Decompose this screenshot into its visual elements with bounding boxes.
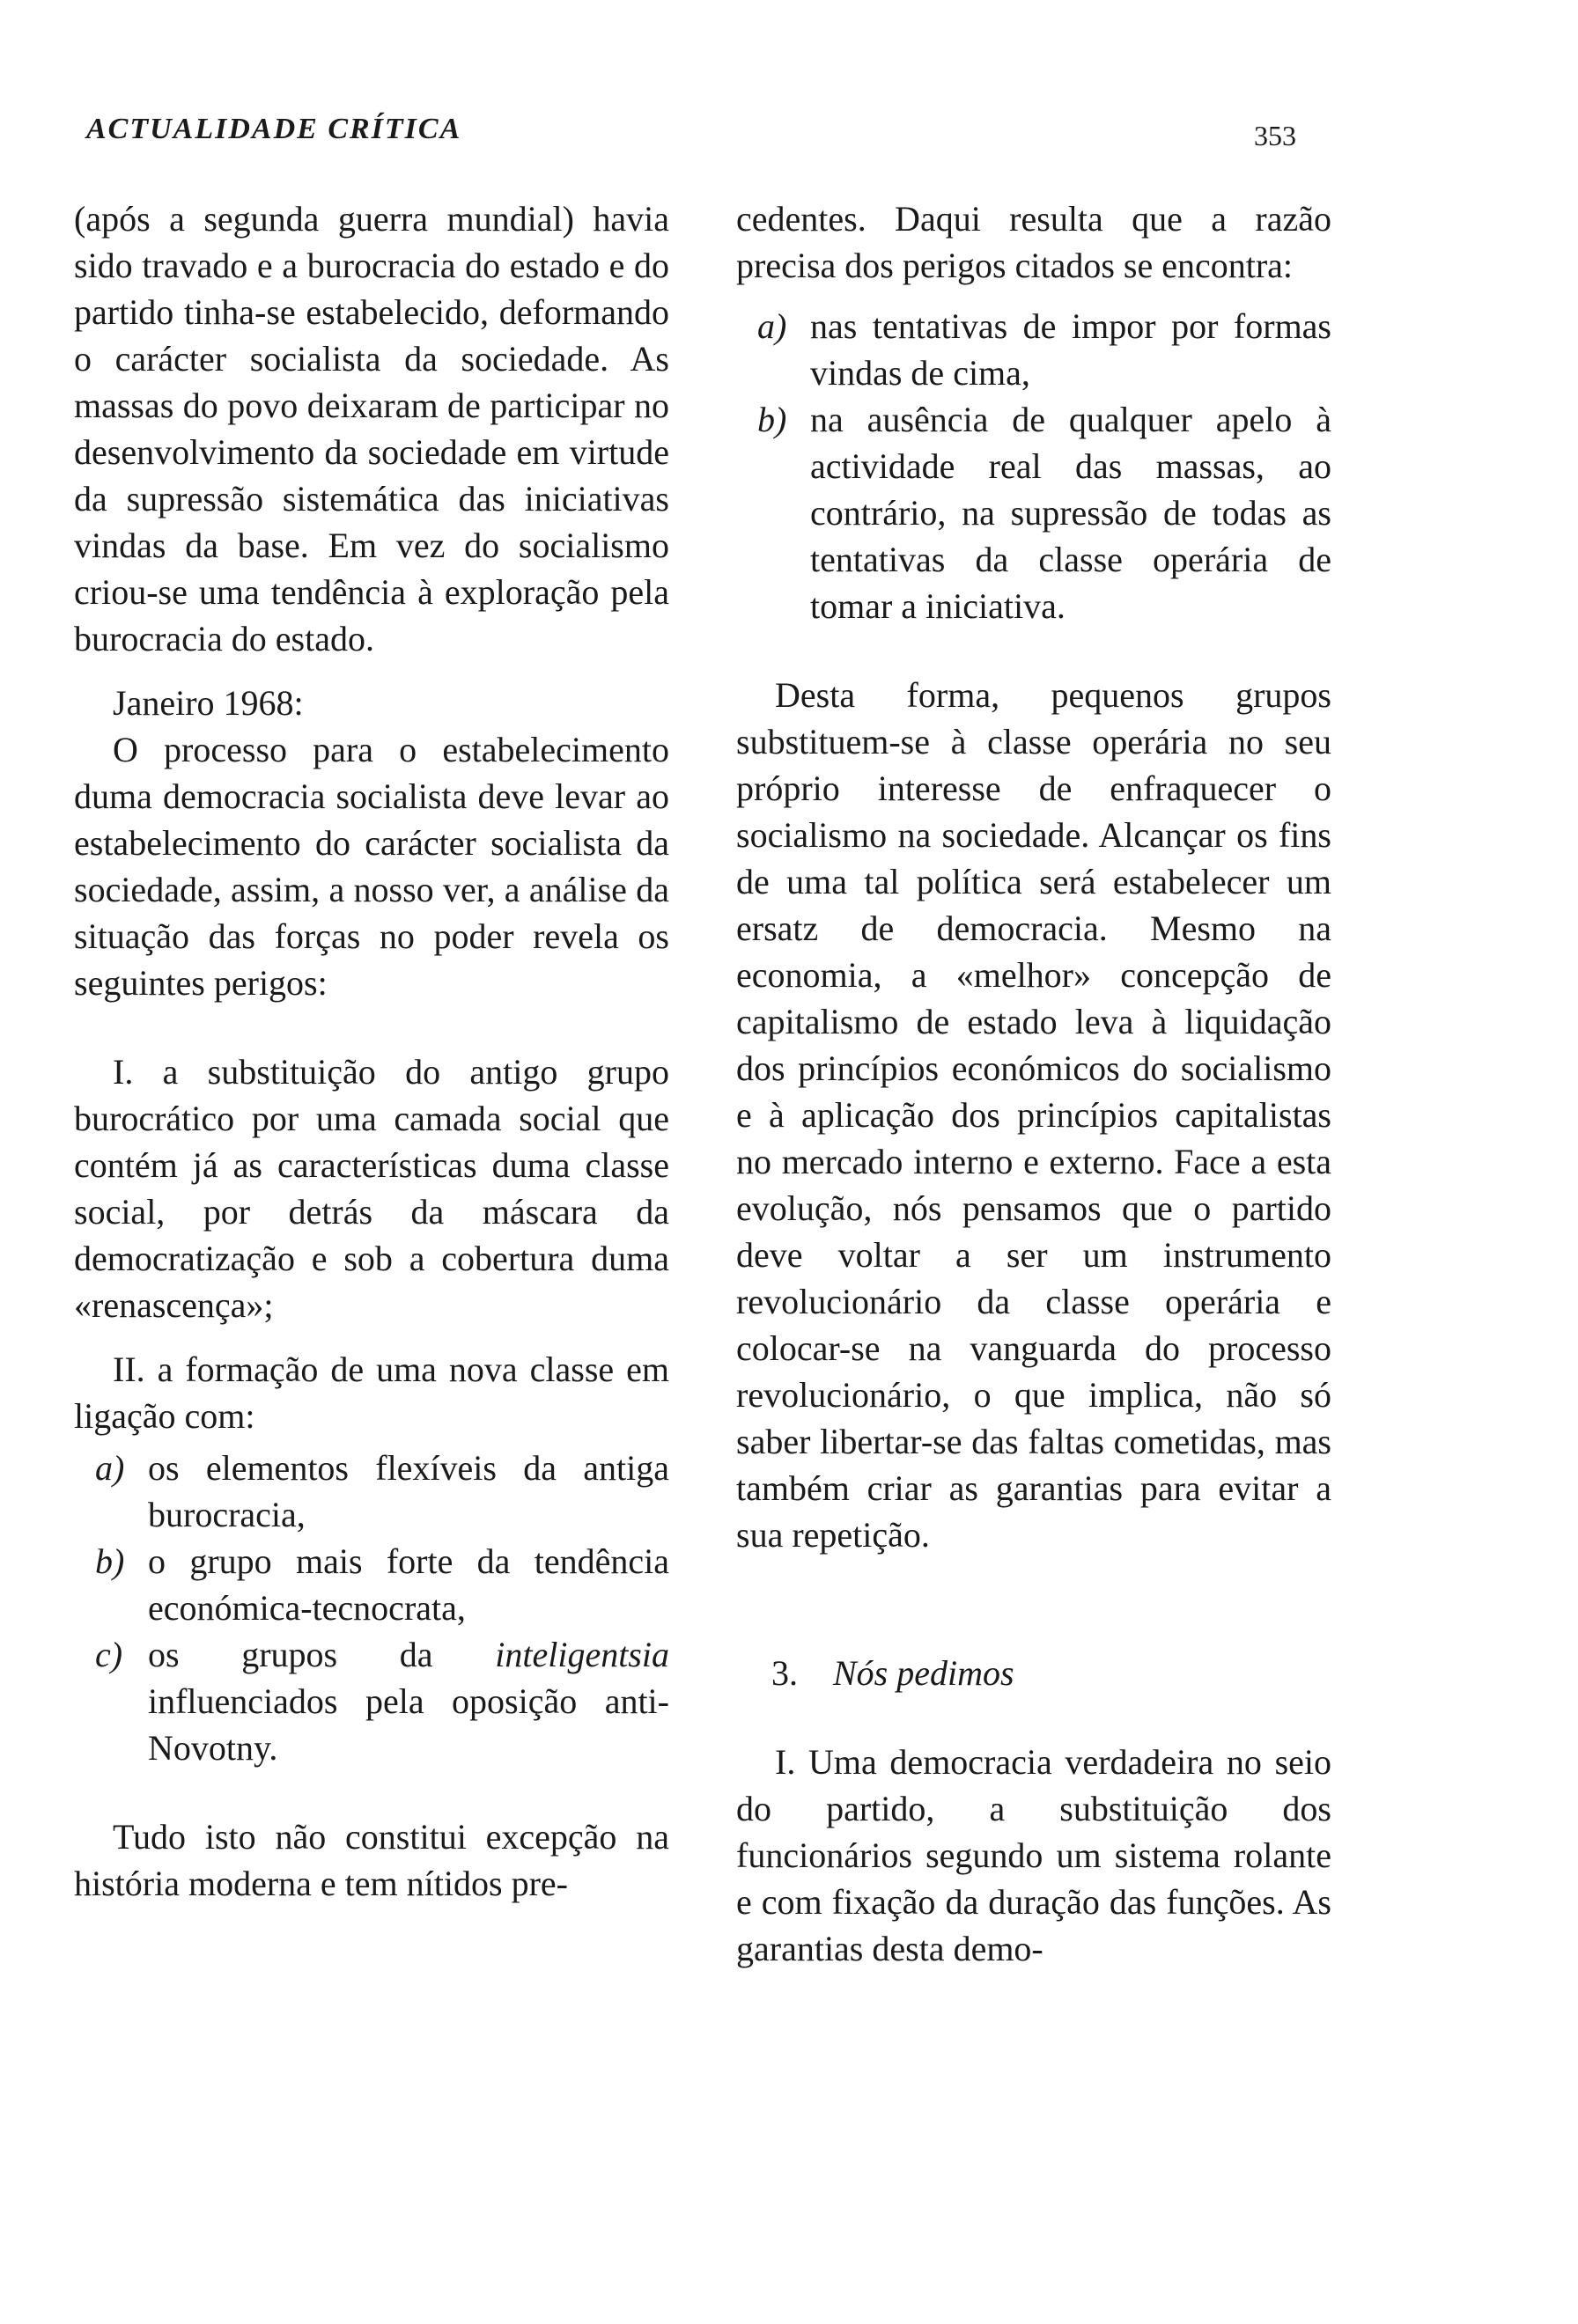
list-text-part: influenciados pela oposição anti-Novotny.	[148, 1681, 669, 1768]
date-line: Janeiro 1968:	[113, 683, 304, 723]
paragraph: Desta forma, pequenos grupos substituem-se à classe operária no seu próprio interesse de enfraquecer o socialismo na sociedade. Alcançar os fins de uma tal política será estabelecer um ersatz de democracia. Mesmo na economia, a «melhor» concepção de capitalismo de estado leva à liquidação dos princípios económicos do socialismo e à aplicação dos princípios capitalistas no mercado interno e externo. Face a esta evolução, nós pensamos que o partido deve voltar a ser um instrumento revolucionário da classe operária e colocar-se na vanguarda do processo revolucionário, o que implica, não só saber libertar-se das faltas cometidas, mas também criar as garantias para evitar a sua repetição.	[736, 675, 1331, 1555]
paragraph: cedentes. Daqui resulta que a razão precisa dos perigos citados se encontra:	[736, 199, 1331, 285]
list-text: o grupo mais forte da tendência económica-tecnocrata,	[148, 1541, 669, 1628]
paragraph: (após a segunda guerra mundial) havia sido travado e a burocracia do estado e do partido tinha-se estabelecido, deformando o carácter socialista da sociedade. As massas do povo deixaram de participar no desenvolvimento da sociedade em virtude da supressão sistemática das iniciativas vindas da base. Em vez do socialismo criou-se uma tendência à exploração pela burocracia do estado.	[74, 199, 669, 658]
left-column	[74, 195, 669, 1907]
paragraph: I. Uma democracia verdadeira no seio do partido, a substituição dos funcionários segundo um sistema rolante e com fixação da duração das funções. As garantias desta demo-	[736, 1742, 1331, 1968]
list-item	[736, 303, 1331, 396]
list-item	[74, 1631, 669, 1771]
list-text: nas tentativas de impor por formas vindas de cima,	[810, 306, 1331, 393]
list-label: c)	[95, 1635, 123, 1674]
sub-list	[74, 1445, 669, 1771]
list-label: a)	[95, 1448, 125, 1488]
right-column	[736, 195, 1331, 1972]
list-label: b)	[95, 1541, 125, 1581]
list-text: na ausência de qualquer apelo à actividade real das massas, ao contrário, na supressão de todas as tentativas da classe operária de tomar a iniciativa.	[810, 400, 1331, 626]
list-label: b)	[757, 400, 787, 439]
page-number: 353	[1254, 120, 1296, 151]
hazard-list	[736, 303, 1331, 629]
list-text: os elementos flexíveis da antiga burocracia,	[148, 1448, 669, 1534]
list-item	[74, 1538, 669, 1631]
section-title: Nós pedimos	[833, 1653, 1014, 1693]
list-item	[74, 1445, 669, 1538]
list-text-part: os grupos da	[148, 1635, 496, 1674]
paragraph: Tudo isto não constitui excepção na história moderna e tem nítidos pre-	[74, 1817, 669, 1903]
list-item-I: I. a substituição do antigo grupo burocrático por uma camada social que contém já as características duma classe social, por detrás da máscara da democratização e sob a cobertura duma «renascença»;	[74, 1052, 669, 1325]
running-title: ACTUALIDADE CRÍTICA	[86, 113, 462, 145]
list-label: a)	[757, 306, 787, 346]
list-item	[736, 396, 1331, 629]
list-text	[148, 1631, 669, 1771]
emphasis: inteligentsia	[495, 1635, 669, 1674]
section-heading	[736, 1650, 1331, 1696]
section-number: 3.	[771, 1653, 798, 1693]
paragraph: O processo para o estabelecimento duma democracia socialista deve levar ao estabelecimento do carácter socialista da sociedade, assim, a nosso ver, a análise da situação das forças no poder revela os seguintes perigos:	[74, 730, 669, 1003]
list-item-II: II. a formação de uma nova classe em ligação com:	[74, 1350, 669, 1436]
